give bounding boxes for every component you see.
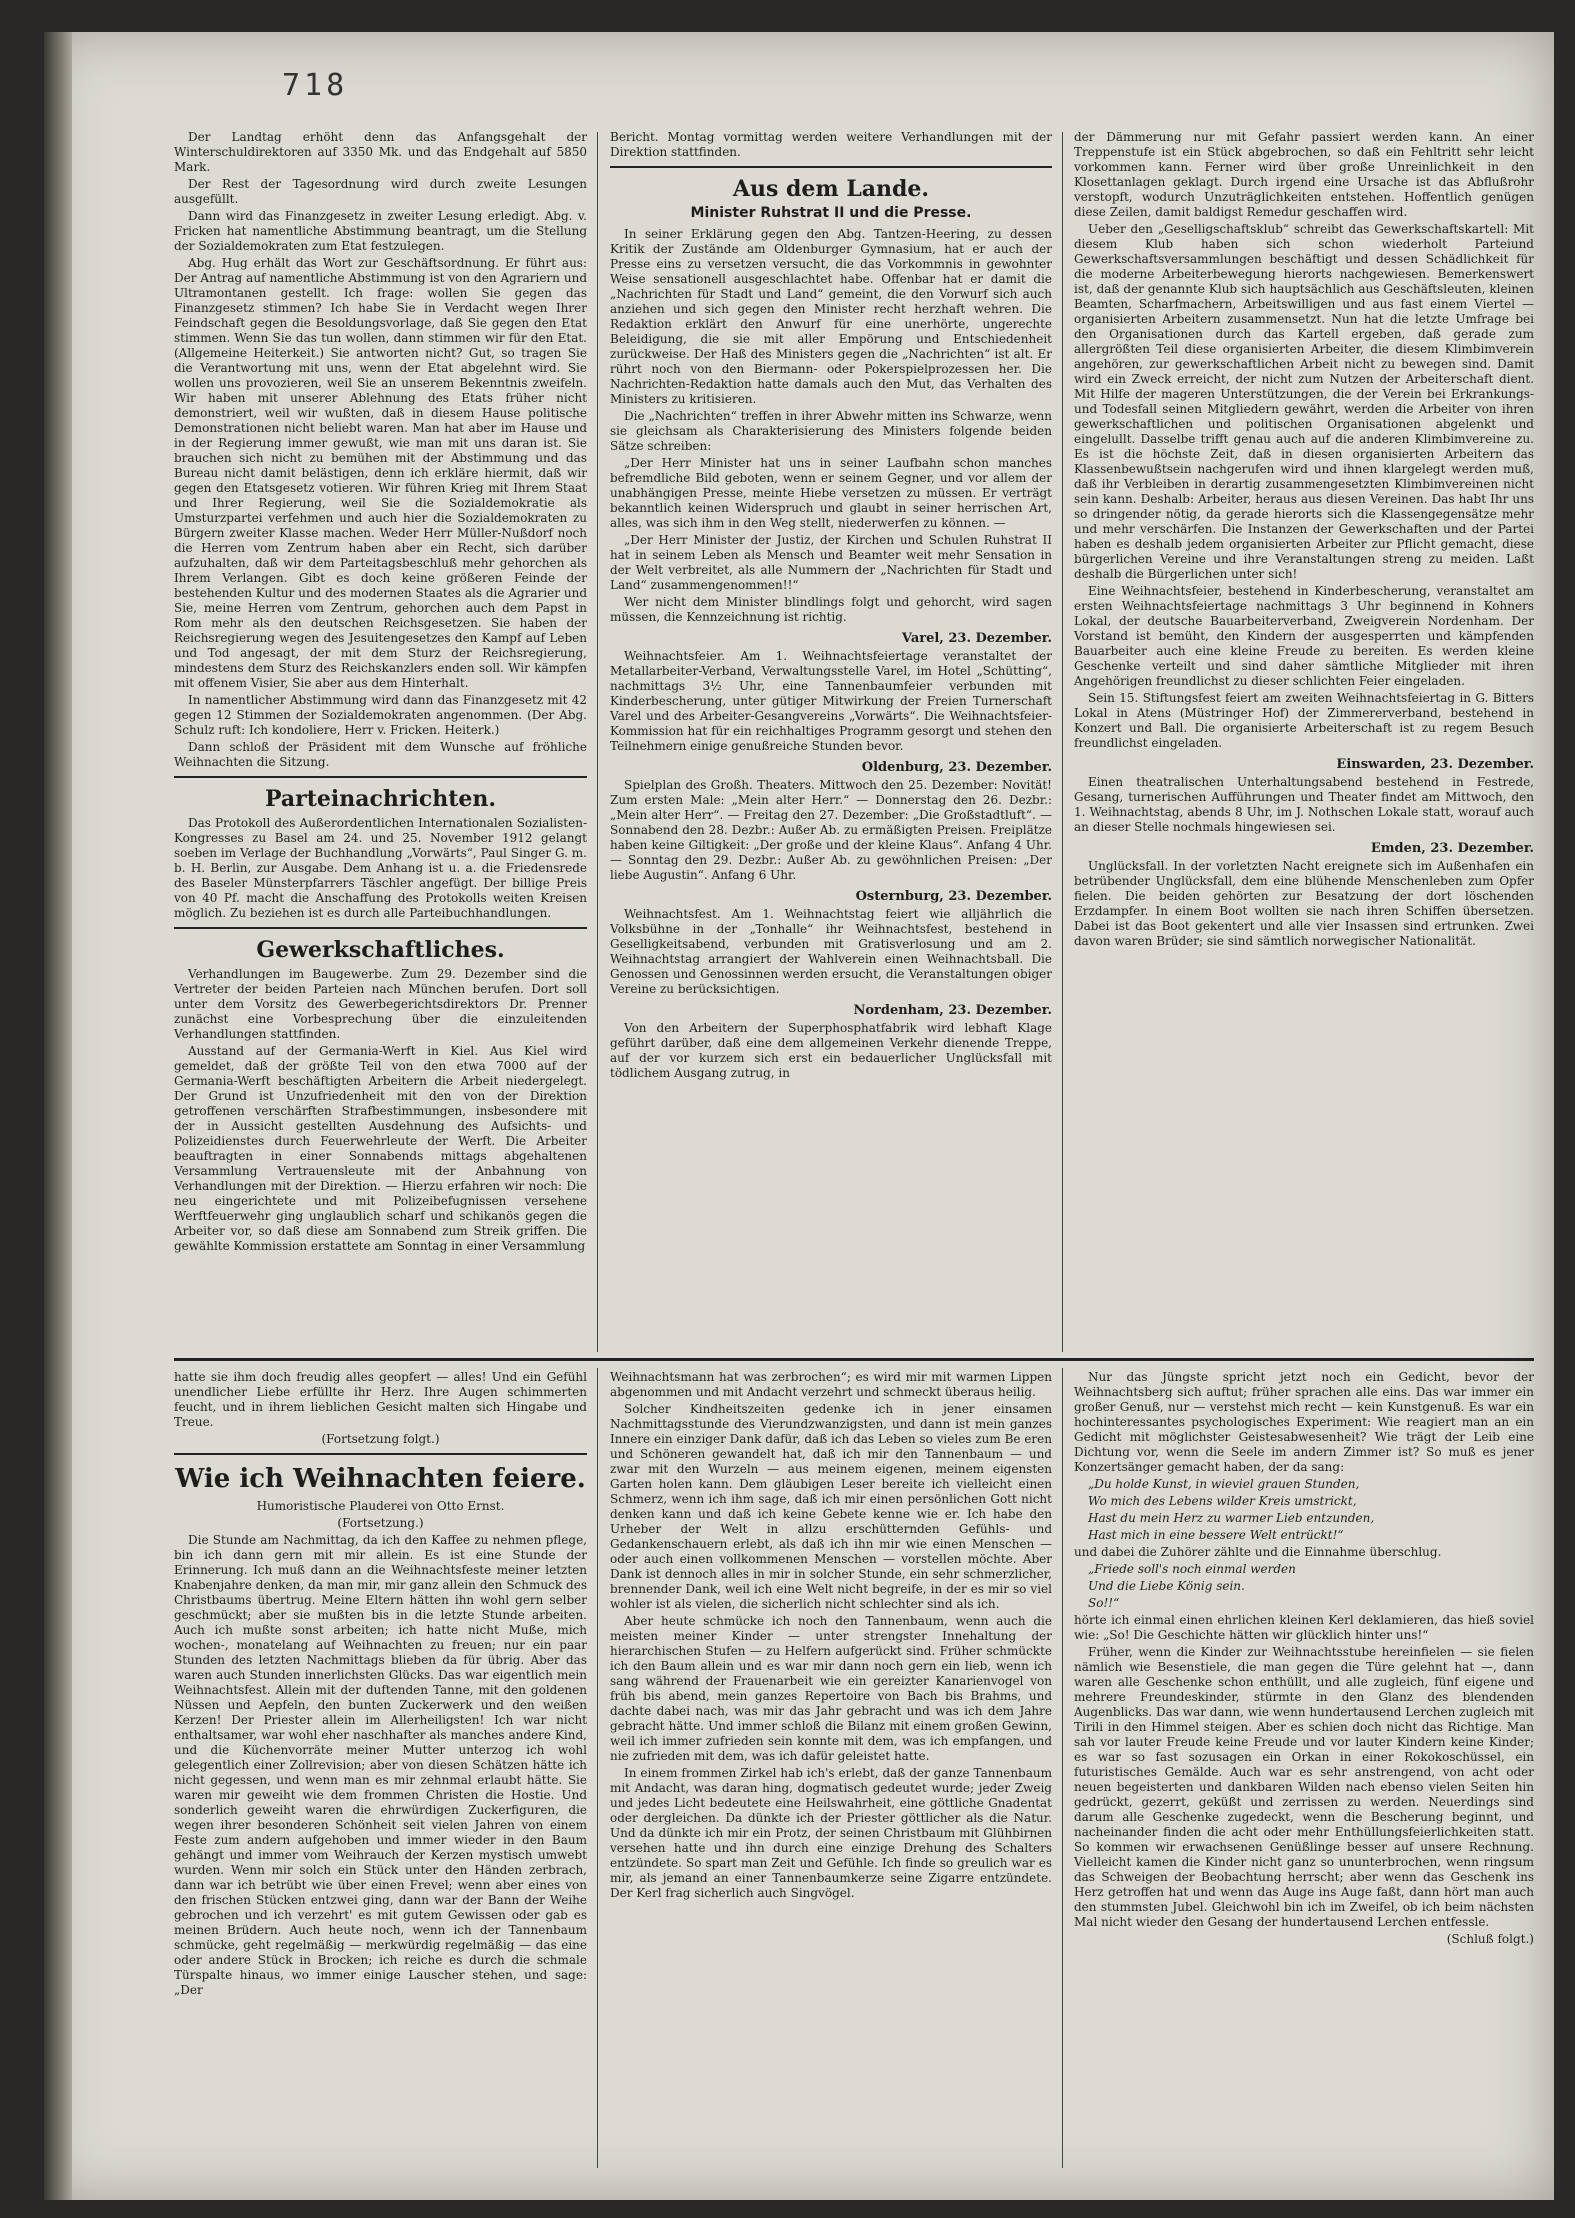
feuilleton-subtitle: Humoristische Plauderei von Otto Ernst. (256, 1499, 505, 1513)
story-paragraph: Nur das Jüngste spricht jetzt noch ein Gedicht, bevor der Weihnachtsberg sich auftut; früher sprachen alle eins. Das war immer ein großer Genuß, nur — verstehst mich recht — kein Kunstgenuß. Es war ein hochinteressantes psychologisches Experiment: Wie reagiert man an ein Gedicht mit möglichster Geistesabwesenheit? Wie trägt der Leib eine Dichtung vor, wenn die Seele im andern Zimmer ist? So muß es jener Konzertsänger gemacht haben, der da sang: (1074, 1370, 1534, 1474)
poem-line: Hast du mein Herz zu warmer Lieb entzunden, (1088, 1511, 1375, 1525)
quote-paragraph: „Der Herr Minister hat uns in seiner Laufbahn schon manches befremdliche Bild geboten, wenn er seinem Gegner, und vor allem der unabhängigen Presse, meinte Hiebe versetzen zu müssen. Er verträgt bekanntlich keinen Widerspruch und glaubt in seiner herrischen Art, alles, was sich ihm in den Weg stellt, niederwerfen zu können. — (610, 456, 1052, 530)
dateline: Emden, 23. Dezember. (1370, 841, 1534, 856)
poem-line: Wo mich des Lebens wilder Kreis umstrickt, (1088, 1494, 1357, 1508)
feuilleton-column-2 (610, 1370, 1052, 1903)
section-rule (174, 1358, 1534, 1361)
article-paragraph: Der Landtag erhöht denn das Anfangsgehalt der Winterschuldirektoren auf 3350 Mk. und das Endgehalt auf 5850 Mark. (174, 130, 587, 174)
article-paragraph: In seiner Erklärung gegen den Abg. Tantzen-Heering, zu dessen Kritik der Zustände am Oldenburger Gymnasium, hat er auch der Presse eins zu versetzen versucht, die das Vorkommnis in gewohnter Weise sensationell ausgeschlachtet habe. Offenbar hat er damit die „Nachrichten für Stadt und Land“ gemeint, die den Vorwurf sich auch anziehen und sich gegen den Minister recht herzhaft wehren. Die Redaktion erklärt den Anwurf für eine unerhörte, ungerechte Beleidigung, die sie mit aller Empörung und Entschiedenheit zurückweise. Der Haß des Ministers gegen die „Nachrichten“ ist alt. Er rührt noch von den Biermann- oder Pokerspielprozessen her. Die Nachrichten-Redaktion hatte damals auch den Mut, das Verhalten des Ministers zu kritisieren. (610, 227, 1052, 406)
article-paragraph: Einen theatralischen Unterhaltungsabend bestehend in Festrede, Gesang, turnerischen Aufführungen und Theater findet am Mittwoch, den 1. Weihnachtstag, abends 8 Uhr, im J. Nothschen Lokale statt, worauf auch an dieser Stelle nochmals hingewiesen sei. (1074, 775, 1534, 834)
story-paragraph: und dabei die Zuhörer zählte und die Einnahme überschlug. (1074, 1545, 1442, 1559)
article-subheading: Minister Ruhstrat II und die Presse. (690, 205, 972, 221)
section-heading: Aus dem Lande. (732, 176, 930, 202)
article-paragraph: Die „Nachrichten“ treffen in ihrer Abwehr mitten ins Schwarze, wenn sie gleichsam als Charakterisierung des Ministers folgende beiden Sätze schreiben: (610, 409, 1052, 453)
divider (174, 1453, 587, 1455)
article-paragraph: Eine Weihnachtsfeier, bestehend in Kinderbescherung, veranstaltet am ersten Weihnachtsfeiertage nachmittags 3 Uhr beginnend in Kohners Lokal, der deutsche Bauarbeiterverband, Zweigverein Nordenham. Der Vorstand ist bemüht, den Kindern der ausgesperrten und kämpfenden Bauarbeiter auch eine kleine Freude zu bereiten. Es werden kleine Geschenke verteilt und sind daher sämtliche Mitglieder mit ihren Angehörigen freundlichst zu dieser schlichten Feier eingeladen. (1074, 584, 1534, 688)
article-paragraph: Der Rest der Tagesordnung wird durch zweite Lesungen ausgefüllt. (174, 177, 587, 206)
page-binding (44, 32, 72, 2200)
column-3 (1074, 130, 1534, 951)
article-paragraph: Verhandlungen im Baugewerbe. Zum 29. Dezember sind die Vertreter der beiden Parteien nach München berufen. Dort soll unter dem Vorsitz des Gewerbegerichtsdirektors Dr. Prenner zunächst eine Vorbesprechung über die einzuleitenden Verhandlungen stattfinden. (174, 967, 587, 1041)
dateline: Oldenburg, 23. Dezember. (861, 760, 1052, 775)
poem-line: „Friede soll's noch einmal werden (1088, 1562, 1296, 1576)
divider (174, 776, 587, 778)
column-1 (174, 130, 587, 1256)
column-rule (1062, 132, 1063, 1352)
article-paragraph: Ueber den „Geselligschaftsklub“ schreibt das Gewerkschaftskartell: Mit diesem Klub haben sich schon wiederholt Parteiund Gewerkschaftsversammlungen beschäftigt und dessen Schädlichkeit für die moderne Arbeiterbewegung hierorts nachgewiesen. Bemerkenswert ist, daß der genannte Klub sich hauptsächlich aus Geschäftsleuten, kleinen Beamten, Scharfmachern, Arbeitswilligen und aus fast einem Viertel — organisierten Arbeitern zusammensetzt. Nun hat die letzte Umfrage bei den Organisationen durch das Kartell ergeben, daß gerade zum allergrößten Teil diese organisierten Arbeiter, die diesem Klimbimverein angehören, zur gewerkschaftlichen Arbeit nicht zu bewegen sind. Damit wird ein Zweck erreicht, der nicht zum Nutzen der Arbeiterschaft dient. Mit Hilfe der mageren Unterstützungen, die der Verein bei Erkrankungs- und Todesfall seinen Mitgliedern gewährt, werden die Arbeiter von ihren gewerkschaftlichen und politischen Organisationen abgelenkt und eingelullt. Dasselbe trifft genau auch auf die anderen Klimbimvereine zu. Es ist die höchste Zeit, daß in diesen organisierten Arbeitern das Klassenbewußtsein nachgerufen wird und ihnen klargelegt werden muß, daß ihr Verbleiben in derartig zusammengesetzten Klimbimvereinen nicht sein kann. Deshalb: Arbeiter, heraus aus diesen Vereinen. Das habt Ihr uns so dringender nötig, da gerade hierorts sich die Klassengegensätze mehr und mehr verschärfen. Die Instanzen der Gewerkschaften und der Partei haben es deshalb jedem organisierten Arbeiter zur Pflicht gemacht, diese bürgerlichen Vereine und ihre Veranstaltungen streng zu meiden. Laßt deshalb die Bürgerlichen unter sich! (1074, 222, 1534, 581)
article-paragraph: Dann schloß der Präsident mit dem Wunsche auf fröhliche Weihnachten die Sitzung. (174, 740, 587, 769)
article-paragraph: Spielplan des Großh. Theaters. Mittwoch den 25. Dezember: Novität! Zum ersten Male: „Mein alter Herr.“ — Donnerstag den 26. Dezbr.: „Mein alter Herr“. — Freitag den 27. Dezember: „Die Großstadtluft“. — Sonnabend den 28. Dezbr.: Außer Ab. zu ermäßigten Preisen. Freiplätze haben keine Giltigkeit: „Der große und der kleine Klaus“. Anfang 4 Uhr. — Sonntag den 29. Dezbr.: Außer Ab. zu gewöhnlichen Preisen: „Der liebe Augustin“. Anfang 6 Uhr. (610, 778, 1052, 882)
poem-line: So!!“ (1088, 1596, 1120, 1610)
story-paragraph: Weihnachtsmann hat was zerbrochen“; es wird mir mit warmen Lippen abgenommen und mit Andacht verzehrt und schmeckt überaus heilig. (610, 1370, 1052, 1399)
story-paragraph: In einem frommen Zirkel hab ich's erlebt, daß der ganze Tannenbaum mit Andacht, was daran hing, dogmatisch gedeutet wurde; jeder Zweig und jedes Licht bedeutete eine Heilswahrheit, eine göttliche Gnadentat oder dergleichen. Da dünkte ich der Priester göttlicher als die Natur. Und da dünkte ich mir ein Protz, der seinen Christbaum mit Glühbirnen versehen hatte und ihn durch eine einzige Drehung des Schalters entzündete. So spart man Zeit und Gefühle. Ich finde so greulich war es mir, als jemand an einer Tannenbaumkerze seine Zigarre entzündete. Der Kerl frag sicherlich auch Singvögel. (610, 1766, 1052, 1900)
feuilleton-column-3 (1074, 1370, 1534, 1949)
section-heading: Gewerkschaftliches. (256, 937, 505, 963)
page-number: 718 (282, 68, 349, 103)
divider (174, 927, 587, 929)
poem-line: Und die Liebe König sein. (1088, 1579, 1245, 1593)
column-2 (610, 130, 1052, 1083)
feuilleton-title: Wie ich Weihnachten feiere. (175, 1464, 586, 1494)
dateline: Osternburg, 23. Dezember. (855, 889, 1052, 904)
article-paragraph: Unglücksfall. In der vorletzten Nacht ereignete sich im Außenhafen ein betrübender Unglücksfall, dem eine blühende Menschenleben zum Opfer fielen. Die beiden gehörten zur Besatzung der dort löschenden Erzdampfer. In einem Boot wollten sie nach ihren Schiffen übersetzen. Dabei ist das Boot gekentert und alle vier Insassen sind ertrunken. Zwei davon waren Brüder; sie sind sämtlich norwegischer Nationalität. (1074, 859, 1534, 948)
story-paragraph: Früher, wenn die Kinder zur Weihnachtsstube hereinfielen — sie fielen nämlich wie Besenstiele, die man gegen die Türe gelehnt hat —, dann waren alle Geschenke schon enthüllt, und alle zugleich, fünf eigene und mehrere Freundeskinder, stürmte in den Glanz des blendenden Augenblicks. Das war dann, wie wenn hundertausend Lerchen zugleich mit Tirili in den Himmel steigen. Aber es schien doch nicht das Richtige. Man sah vor lauter Freude keine Freude und vor lauter Kindern keine Kinder; es war so fast sozusagen ein Orkan in einer Rokokoschüssel, ein futuristisches Gemälde. Auch war es sehr anstrengend, von acht oder neuen begeisterten und dankbaren Wilden nach ebenso vielen Seiten hin gedrückt, gezerrt, geküßt und zerrissen zu werden. Neuerdings sind darum alle Geschenke zugedeckt, wenn die Bescherung beginnt, und nacheinander finden die acht oder mehr Enthüllungsfeierlichkeiten statt. So kommen wir erwachsenen Genüßlinge besser auf unsere Rechnung. Vielleicht kamen die Kinder nicht ganz so ununterbrochen, wenn ringsum das Schweigen der Beobachtung herrscht; aber wenn das Geschenk ins Herz getroffen hat und wenn das Auge ins Auge faßt, dann hört man auch den stummsten Jubel. Gleichwohl bin ich im Zweifel, ob ich beim nächsten Mal nicht wieder den Gesang der hundertausend Lerchen entfessle. (1074, 1645, 1534, 1929)
article-paragraph: Sein 15. Stiftungsfest feiert am zweiten Weihnachtsfeiertag in G. Bitters Lokal in Atens (Müstringer Hof) der Zimmererverband, bestehend in Konzert und Ball. Die organisierte Arbeiterschaft ist zu regem Besuch freundlichst eingeladen. (1074, 691, 1534, 750)
story-paragraph: hörte ich einmal einen ehrlichen kleinen Kerl deklamieren, das hieß soviel wie: „So! Die Geschichte hätten wir glücklich hinter uns!“ (1074, 1613, 1534, 1642)
article-paragraph: Weihnachtsfest. Am 1. Weihnachtstag feiert wie alljährlich die Volksbühne in der „Tonhalle“ ihr Weihnachtsfest, bestehend in Geselligkeitsabend, verbunden mit Gratisverlosung und am 2. Weihnachtstag arrangiert der Wahlverein einen Weihnachtsball. Die Genossen und Genossinnen werden ersucht, die Veranstaltungen obiger Vereine zu berücksichtigen. (610, 907, 1052, 996)
poem-line: Hast mich in eine bessere Welt entrückt!“ (1088, 1528, 1344, 1542)
article-paragraph: Weihnachtsfeier. Am 1. Weihnachtsfeiertage veranstaltet der Metallarbeiter-Verband, Verwaltungsstelle Varel, im Hotel „Schütting“, nachmittags 3½ Uhr, eine Tannenbaumfeier verbunden mit Kinderbescherung, unter gütiger Mitwirkung der Freien Turnerschaft Varel und des Arbeiter-Gesangvereins „Vorwärts“. Die Weihnachtsfeier-Kommission hat für ein reichhaltiges Programm gesorgt und stehen den Teilnehmern einige genußreiche Stunden bevor. (610, 649, 1052, 753)
article-paragraph: Wer nicht dem Minister blindlings folgt und gehorcht, wird sagen müssen, die Kennzeichnung ist richtig. (610, 595, 1052, 624)
story-paragraph: Die Stunde am Nachmittag, da ich den Kaffee zu nehmen pflege, bin ich dann gern mit mir allein. Es ist eine Stunde der Erinnerung. Ich muß dann an die Weihnachtsfeste meiner letzten Knabenjahre denken, da man mir, mir ganz allein den Schmuck des Christbaums übertrug. Meine Eltern hätten ihn wohl gern selber geschmückt; aber sie mußten bis in die letzte Stunde arbeiten. Auch ich mußte sonst arbeiten; ich hatte nicht Muße, mich wochen-, monatelang auf Weihnachten zu freuen; nur ein paar Stunden des letzten Nachmittags blieben da für übrig. Aber das waren auch Stunden innerlichsten Glücks. Das war eigentlich mein Weihnachtsfest. Allein mit der duftenden Tanne, mit den goldenen Nüssen und Aepfeln, den bunten Zuckerwerk und den weißen Kerzen! Der Priester allein im Allerheiligsten! Ich war nicht enthaltsamer, war wohl eher naschhafter als manches andere Kind, und die Küchenvorräte meiner Mutter unterzog ich wohl gelegentlich einer Zollrevision; aber von diesen Schätzen hätte ich nicht gegessen, und wenn man es mir zehnmal erlaubt hätte. Sie waren mir geweiht wie dem frommen Christen die Hostie. Und sonderlich geweiht waren die ehrwürdigen Zuckerfiguren, die wegen ihrer besonderen Schönheit seit vielen Jahren von einem Feste zum andern aufgehoben und immer wieder in den Baum gehängt und immer vom Weihrauch der Kerzen mystisch umwebt wurden. Wenn mir solch ein Stück unter den Händen zerbrach, dann war ich betrübt wie über einen Frevel; wenn aber eines von den frischen Stücken entzwei ging, dann war der Bann der Weihe gebrochen und ich verzehrt' es mit gutem Gewissen oder gab es meinen Brüdern. Auch heute noch, wenn ich der Tannenbaum schmücke, geht regelmäßig — merkwürdig regelmäßig — das eine oder andere Stück in Brocken; ich reiche es durch die schmale Türspalte hinaus, wo immer einige Lauscher stehen, und sage: „Der (174, 1533, 587, 1997)
article-paragraph: der Dämmerung nur mit Gefahr passiert werden kann. An einer Treppenstufe ist ein Stück abgebrochen, so daß ein Fehltritt sehr leicht vorkommen kann. Ferner wird über große Unreinlichkeit in den Klosettanlagen geklagt. Durch irgend eine Ursache ist das Abflußrohr verstopft, wodurch Unzuträglichkeiten entstehen. Hoffentlich genügen diese Zeilen, damit baldigst Remedur geschaffen wird. (1074, 130, 1534, 219)
section-heading: Parteinachrichten. (264, 786, 497, 812)
poem-line: „Du holde Kunst, in wieviel grauen Stunden, (1088, 1477, 1360, 1491)
quote-paragraph: „Der Herr Minister der Justiz, der Kirchen und Schulen Ruhstrat II hat in seinem Leben als Mensch und Beamter weit mehr Sensation in der Welt verbreitet, als alle Nummern der „Nachrichten für Stadt und Land“ zusammengenommen!!“ (610, 533, 1052, 592)
feuilleton-column-1 (174, 1370, 587, 2000)
story-paragraph: hatte sie ihm doch freudig alles geopfert — alles! Und ein Gefühl unendlicher Liebe erfüllte ihr Herz. Ihre Augen schimmerten feucht, und in ihrem lieblichen Gesicht malten sich Hingabe und Treue. (174, 1370, 587, 1429)
continuation-note: (Fortsetzung.) (337, 1516, 424, 1530)
article-paragraph: Ausstand auf der Germania-Werft in Kiel. Aus Kiel wird gemeldet, daß der größte Teil von den etwa 7000 auf der Germania-Werft beschäftigten Arbeitern die Arbeit niedergelegt. Der Grund ist Unzufriedenheit mit den von der Direktion getroffenen verschärften Strafbestimmungen, insbesondere mit der in Aussicht gestellten Ausdehnung des Aufsichts- und Polizeidienstes durch Feuerwehrleute der Werft. Die Arbeiter beauftragten in einer Sonnabends mittags abgehaltenen Versammlung Vertrauensleute mit der Anbahnung von Verhandlungen mit der Direktion. — Hierzu erfahren wir noch: Die neu eingerichtete und mit Polizeibefugnissen versehene Werftfeuerwehr ging unglaublich scharf und schikanös gegen die Arbeiter vor, so daß diese am Sonnabend zum Streik griffen. Die gewählte Kommission erstattete am Sonntag in einer Versammlung (174, 1044, 587, 1253)
article-paragraph: Abg. Hug erhält das Wort zur Geschäftsordnung. Er führt aus: Der Antrag auf namentliche Abstimmung ist von den Agrariern und Ultramontanen gestellt. Ich frage: wollen Sie gegen das Finanzgesetz stimmen? Ich habe Sie in Verdacht wegen Ihrer Feindschaft gegen die Besoldungsvorlage, daß Sie gegen den Etat stimmen. Wenn Sie das tun wollen, dann stimmen wir für den Etat. (Allgemeine Heiterkeit.) Sie antworten nicht? Gut, so tragen Sie die Verantwortung mit uns, wenn der Etat abgelehnt wird. Sie wollen uns provozieren, weil Sie an unserem Bekenntnis zweifeln. Wir haben mit unserer Ablehnung des Etats früher nicht demonstriert, weil wir wußten, daß in diesem Hause politische Demonstrationen nicht beliebt waren. Man hat aber im Hause und in der Regierung immer gewußt, wie man mit uns daran ist. Sie brauchen sich nicht zu bemühen mit der Abstimmung und das Bureau nicht damit belästigen, denn ich erkläre hiermit, daß wir gegen den Etatsgesetz votieren. Wir führen Krieg mit Ihrem Staat und Ihrer Regierung, weil Sie die Sozialdemokratie als Umsturzpartei verfehmen und auch hier die Sozialdemokraten zu Bürgern zweiter Klasse machen. Weder Herr Müller-Nußdorf noch die Herren vom Zentrum haben aber ein Recht, sich darüber aufzuhalten, daß wir dem Parteitagsbeschluß mehr gehorchen als Ihrem Verlangen. Gibt es doch keine größeren Feinde der bestehenden Kultur und des modernen Staates als die Agrarier und Sie, meine Herren vom Zentrum, gehorchen auch dem Papst in Rom mehr als den deutschen Reichsgesetzen. Sie haben der Reichsregierung wegen des Jesuitengesetzes den Kampf auf Leben und Tod angesagt, der mit dem Sturz der Reichsregierung, mindestens dem Sturz des Reichskanzlers enden soll. Wir kämpfen mit offenem Visier, Sie aber aus dem Hinterhalt. (174, 256, 587, 690)
dateline: Einswarden, 23. Dezember. (1336, 757, 1534, 772)
story-paragraph: Solcher Kindheitszeiten gedenke ich in jener einsamen Nachmittagsstunde des Vierundzwanzigsten, und dann ist mein ganzes Innere ein einziger Dank dafür, daß ich das Leben so vieles zum Be eren und Schöneren gewandelt hat, daß ich mir den Tannenbaum — und zwar mit den Wurzeln — aus meinem eigenen, meinem eigensten Garten holen kann. Dem gläubigen Leser bereite ich vielleicht einen Schmerz, wenn ich ihm sage, daß ich mir einen persönlichen Gott nicht denken kann und daß ich keine Gebete kenne wie er. Ich habe den Urheber der Welt in allzu erschütternden Gefühls- und Gedankenschauern erlebt, als daß ich ihn mir wie einen Menschen — oder auch einen vollkommenen Menschen — vorstellen möchte. Aber Dank ist dennoch alles in mir in solcher Stunde, ein sehr schmerzlicher, brennender Dank, weil ich eine Welt nicht begreife, in der es mir so viel wohler ist als vielen, die sicherlich nicht schlechter sind als ich. (610, 1402, 1052, 1611)
dateline: Nordenham, 23. Dezember. (853, 1003, 1052, 1018)
end-note: (Schluß folgt.) (1446, 1932, 1534, 1946)
article-paragraph: Das Protokoll des Außerordentlichen Internationalen Sozialisten-Kongresses zu Basel am 24. und 25. November 1912 gelangt soeben im Verlage der Buchhandlung „Vorwärts“, Paul Singer G. m. b. H. Berlin, zur Ausgabe. Dem Anhang ist u. a. die Friedensrede des Baseler Münsterpfarrers Täschler angefügt. Der billige Preis von 40 Pf. macht die Anschaffung des Protokolls weiten Kreisen möglich. Zu beziehen ist es durch alle Parteibuchhandlungen. (174, 816, 587, 920)
article-paragraph: Bericht. Montag vormittag werden weitere Verhandlungen mit der Direktion stattfinden. (610, 130, 1052, 159)
story-paragraph: Aber heute schmücke ich noch den Tannenbaum, wenn auch die meisten meiner Kinder — unter strengster Innehaltung der hierarchischen Stufen — zu Helfern aufgerückt sind. Früher schmückte ich den Baum allein und es war mir dann noch gern ein lieb, wenn ich sang während der Frauenarbeit wie ein gereizter Kanarienvogel von früh bis abend, mein ganzes Repertoire von Bach bis Brahms, und dachte dabei nach, was mir das Jahr gebracht und was ich dem Jahre gebracht hätte. Und immer schloß die Bilanz mit einem großen Gewinn, weil ich immer zufrieden sein konnte mit dem, was ich empfangen, und nie zufrieden mit dem, was ich dafür geleistet hatte. (610, 1614, 1052, 1763)
continued-note: (Fortsetzung folgt.) (321, 1432, 440, 1446)
dateline: Varel, 23. Dezember. (901, 631, 1052, 646)
newspaper-page (44, 32, 1554, 2200)
column-rule (1062, 1368, 1063, 2168)
article-paragraph: In namentlicher Abstimmung wird dann das Finanzgesetz mit 42 gegen 12 Stimmen der Sozialdemokraten angenommen. (Der Abg. Schulz ruft: Ich kondoliere, Herr v. Fricken. Heiterk.) (174, 693, 587, 737)
column-rule (597, 132, 598, 1352)
column-rule (597, 1368, 598, 2168)
divider (610, 166, 1052, 168)
article-paragraph: Von den Arbeitern der Superphosphatfabrik wird lebhaft Klage geführt darüber, daß eine dem allgemeinen Verkehr dienende Treppe, auf der vor kurzem sich erst ein bedauerlicher Unglücksfall mit tödlichem Ausgang zutrug, in (610, 1021, 1052, 1080)
article-paragraph: Dann wird das Finanzgesetz in zweiter Lesung erledigt. Abg. v. Fricken hat namentliche Abstimmung beantragt, um die Stellung der Sozialdemokraten zum Etat festzulegen. (174, 209, 587, 253)
